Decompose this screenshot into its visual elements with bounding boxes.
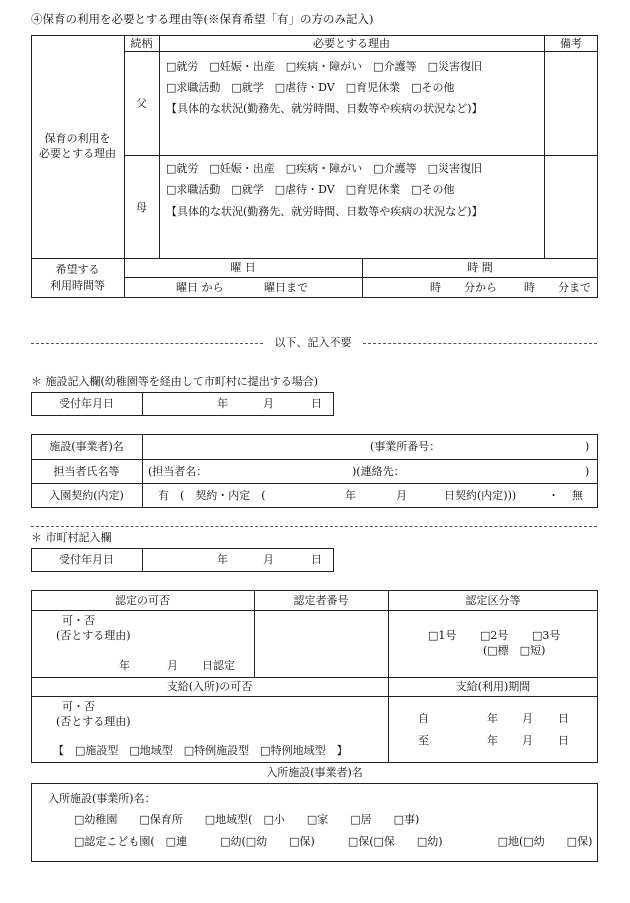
day-from[interactable]: 曜日 から	[176, 281, 224, 294]
divider	[142, 392, 143, 416]
mother-reason-row1[interactable]: □就労 □妊娠・出産 □疾病・障がい □介護等 □災害復旧	[166, 162, 482, 175]
father-reason-row2[interactable]: □求職活動 □就学 □虐待・DV □育児休業 □その他	[166, 81, 455, 94]
divider	[31, 459, 598, 460]
header-time: 時 間	[467, 261, 493, 274]
dashed-divider	[363, 343, 597, 344]
time-to[interactable]: 分まで	[558, 281, 591, 294]
period-to-year[interactable]: 年	[487, 734, 498, 747]
divider	[31, 483, 598, 484]
header-approver: 認定者番号	[293, 594, 349, 607]
category-2[interactable]: □2号	[480, 629, 509, 642]
divider	[31, 696, 598, 697]
category-sub[interactable]: (□標 □短)	[483, 644, 546, 657]
divider	[159, 35, 160, 258]
divider	[31, 610, 598, 611]
header-admit: 入所施設(事業者)名	[266, 766, 363, 779]
contract-year[interactable]: 年	[345, 489, 356, 502]
admit-row1[interactable]: □幼稚園 □保育所 □地域型( □小 □家 □居 □事)	[74, 813, 420, 826]
municipal-month[interactable]: 月	[263, 553, 274, 566]
supply-ok[interactable]: 可・否	[62, 700, 95, 713]
header-supply: 支給(入所)の可否	[166, 680, 253, 693]
municipal-received-label: 受付年月日	[59, 553, 114, 566]
facility-name-label: 施設(事業者)名	[49, 440, 124, 453]
reason-label-line1: 保育の利用を	[44, 132, 111, 145]
approve-day[interactable]: 日認定	[202, 659, 235, 672]
facility-received-label: 受付年月日	[59, 397, 114, 410]
period-to: 至	[418, 734, 429, 747]
time-label-line1: 希望する	[55, 263, 100, 276]
time-hour1[interactable]: 時	[430, 281, 441, 294]
facility-year[interactable]: 年	[217, 397, 228, 410]
office-number[interactable]: (事業所番号：	[370, 440, 441, 453]
period-from-year[interactable]: 年	[487, 712, 498, 725]
father-reason-row1[interactable]: □就労 □妊娠・出産 □疾病・障がい □介護等 □災害復旧	[166, 60, 482, 73]
supply-reason: (否とする理由)	[56, 715, 131, 728]
divider	[124, 51, 598, 52]
father-situation: 【具体的な状況(勤務先、就労時間、日数等や疾病の状況など)】	[166, 102, 483, 115]
contract-dot: ・	[548, 489, 559, 502]
mother-label: 母	[136, 201, 147, 214]
municipal-year[interactable]: 年	[217, 553, 228, 566]
close-paren: )	[585, 465, 590, 478]
municipal-title: ＊ 市町村記入欄	[31, 531, 112, 544]
approve-reason: (否とする理由)	[56, 629, 131, 642]
period-to-day[interactable]: 日	[558, 734, 569, 747]
staff-label: 担当者氏名等	[53, 465, 120, 478]
header-reason: 必要とする理由	[313, 37, 390, 50]
father-label: 父	[136, 97, 147, 110]
dashed-divider	[31, 526, 597, 527]
divider	[124, 277, 598, 278]
divider	[31, 677, 598, 678]
reason-label-line2: 必要とする理由	[39, 147, 116, 160]
facility-title: ＊ 施設記入欄(幼稚園等を経由して市町村に提出する場合)	[31, 375, 319, 388]
section4-title: ④保育の利用を必要とする理由等(※保育希望「有」の方のみ記入)	[31, 12, 374, 26]
divider	[544, 35, 545, 258]
header-category: 認定区分等	[465, 594, 521, 607]
contract-no[interactable]: 無	[572, 489, 583, 502]
header-period: 支給(利用)期間	[455, 680, 531, 693]
divider-text: 以下、記入不要	[274, 336, 352, 349]
divider	[124, 155, 598, 156]
period-from-day[interactable]: 日	[558, 712, 569, 725]
period-to-month[interactable]: 月	[522, 734, 533, 747]
divider	[142, 434, 143, 508]
staff-name[interactable]: (担当者名：	[148, 465, 208, 478]
facility-day[interactable]: 日	[311, 397, 322, 410]
facility-month[interactable]: 月	[263, 397, 274, 410]
approve-ok[interactable]: 可・否	[62, 614, 95, 627]
day-to[interactable]: 曜日まで	[264, 281, 308, 294]
admit-label: 入所施設(事業所)名：	[48, 792, 156, 805]
admit-row2[interactable]: □認定こども園( □連 □幼(□幼 □保) □保(□保 □幼) □地(□幼 □保)	[74, 835, 593, 848]
divider	[142, 548, 143, 572]
contract-label: 入園契約(内定)	[49, 489, 124, 502]
period-from-month[interactable]: 月	[522, 712, 533, 725]
approve-month[interactable]: 月	[167, 659, 178, 672]
divider	[31, 258, 598, 259]
close-paren: )	[585, 440, 590, 453]
header-note: 備考	[560, 37, 582, 50]
header-approval: 認定の可否	[115, 594, 170, 607]
mother-reason-row2[interactable]: □求職活動 □就学 □虐待・DV □育児休業 □その他	[166, 183, 455, 196]
header-day: 曜 日	[230, 261, 256, 274]
approve-year[interactable]: 年	[119, 659, 130, 672]
time-hour2[interactable]: 時	[524, 281, 535, 294]
divider	[124, 35, 125, 258]
category-1[interactable]: □1号	[428, 629, 457, 642]
category-3[interactable]: □3号	[532, 629, 561, 642]
dashed-divider	[31, 343, 263, 344]
staff-contact[interactable]: )(連絡先：	[352, 465, 405, 478]
contract-yes[interactable]: 有 ( 契約・内定 (	[158, 489, 266, 502]
contract-month[interactable]: 月	[396, 489, 407, 502]
municipal-day[interactable]: 日	[311, 553, 322, 566]
supply-types[interactable]: 【 □施設型 □地域型 □特例施設型 □特例地域型 】	[53, 744, 348, 757]
period-from: 自	[418, 712, 429, 725]
time-label-line2: 利用時間等	[50, 279, 105, 292]
time-from[interactable]: 分から	[464, 281, 497, 294]
mother-situation: 【具体的な状況(勤務先、就労時間、日数等や疾病の状況など)】	[166, 205, 483, 218]
contract-day[interactable]: 日契約(内定)))	[444, 489, 517, 502]
header-relation: 続柄	[130, 37, 153, 50]
